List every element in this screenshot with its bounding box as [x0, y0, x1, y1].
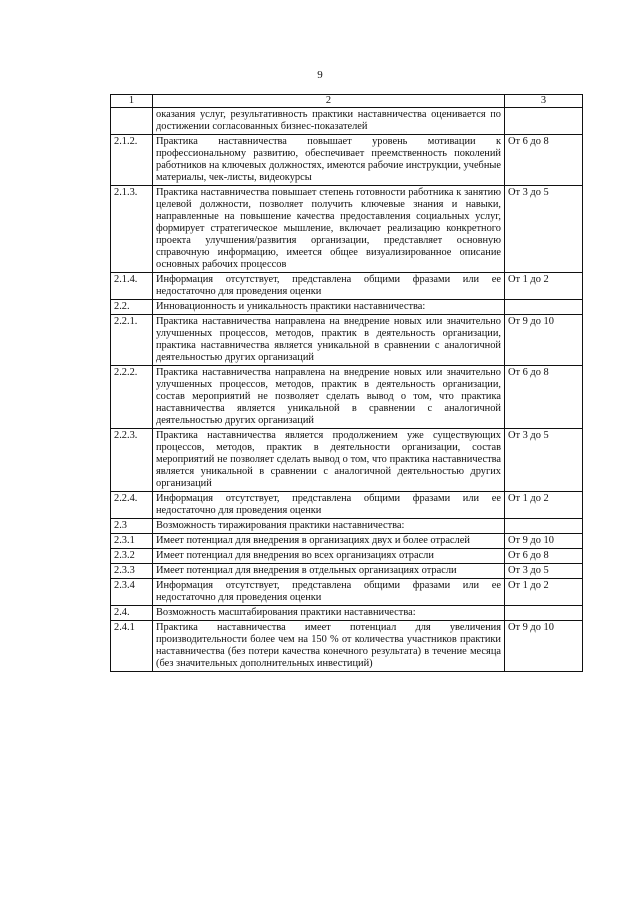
row-code: 2.3.1 [111, 534, 153, 549]
row-code: 2.3.2 [111, 549, 153, 564]
table-row [111, 579, 583, 606]
row-description: Имеет потенциал для внедрения в организациях двух и более отраслей [153, 534, 505, 549]
row-description: Информация отсутствует, представлена общими фразами или ее недостаточно для проведения оценки [153, 492, 505, 519]
header-cell-code: 1 [111, 95, 153, 108]
table-row [111, 108, 583, 135]
row-description: Практика наставничества является продолжением уже существующих процессов, методов, практик в деятельности организации, состав мероприятий не позволяет сделать вывод о том, что практика наставничества является уникальной в сравнении с аналогичной деятельностью других организаций [153, 429, 505, 492]
row-code [111, 108, 153, 135]
row-description: оказания услуг, результативность практики наставничества оценивается по достижении согласованных бизнес-показателей [153, 108, 505, 135]
row-description: Инновационность и уникальность практики наставничества: [153, 300, 505, 315]
table-row [111, 135, 583, 186]
row-description: Возможность тиражирования практики наставничества: [153, 519, 505, 534]
page-number: 9 [317, 69, 323, 81]
row-code: 2.1.2. [111, 135, 153, 186]
row-description: Практика наставничества имеет потенциал для увеличения производительности более чем на 150 % от количества участников практики наставничества (без потери качества конечного результата) в течение месяца (без значительных дополнительных инвестиций) [153, 621, 505, 672]
table-header-row [111, 95, 583, 108]
row-score [505, 108, 583, 135]
row-description: Практика наставничества направлена на внедрение новых или значительно улучшенных процессов, методов, практик в деятельность организации, состав мероприятий не позволяет сделать вывод о том, что практика наставничества является уникальной в сравнении с аналогичной деятельностью других организаций [153, 366, 505, 429]
row-description: Возможность масштабирования практики наставничества: [153, 606, 505, 621]
table-row [111, 621, 583, 672]
row-score: От 6 до 8 [505, 366, 583, 429]
row-code: 2.1.3. [111, 186, 153, 273]
row-score: От 6 до 8 [505, 549, 583, 564]
row-code: 2.2.3. [111, 429, 153, 492]
row-code: 2.2.2. [111, 366, 153, 429]
table-row [111, 366, 583, 429]
row-score: От 9 до 10 [505, 315, 583, 366]
row-score: От 1 до 2 [505, 273, 583, 300]
table-row [111, 186, 583, 273]
table-row [111, 492, 583, 519]
row-description: Практика наставничества повышает уровень мотивации к профессиональному развитию, обеспечивает преемственность поколений работников на ключевых должностях, имеются рабочие инструкции, учебные материалы, чек-листы, видеокурсы [153, 135, 505, 186]
table-row [111, 429, 583, 492]
table-row [111, 534, 583, 549]
table-row [111, 315, 583, 366]
table-row [111, 606, 583, 621]
row-score [505, 300, 583, 315]
row-code: 2.4.1 [111, 621, 153, 672]
row-code: 2.1.4. [111, 273, 153, 300]
header-cell-score: 3 [505, 95, 583, 108]
table-row [111, 519, 583, 534]
row-code: 2.2.1. [111, 315, 153, 366]
row-code: 2.3.3 [111, 564, 153, 579]
row-score: От 9 до 10 [505, 534, 583, 549]
row-score [505, 606, 583, 621]
row-score: От 1 до 2 [505, 492, 583, 519]
row-score: От 6 до 8 [505, 135, 583, 186]
header-cell-description: 2 [153, 95, 505, 108]
row-code: 2.2.4. [111, 492, 153, 519]
row-description: Практика наставничества направлена на внедрение новых или значительно улучшенных процессов, методов, практик в деятельность организации, практика наставничества является уникальной в сравнении с аналогичной деятельностью других организаций [153, 315, 505, 366]
table-row [111, 300, 583, 315]
row-code: 2.3.4 [111, 579, 153, 606]
row-description: Имеет потенциал для внедрения во всех организациях отрасли [153, 549, 505, 564]
table-row [111, 564, 583, 579]
criteria-table [110, 94, 583, 672]
row-description: Информация отсутствует, представлена общими фразами или ее недостаточно для проведения оценки [153, 579, 505, 606]
row-score: От 1 до 2 [505, 579, 583, 606]
row-score: От 3 до 5 [505, 186, 583, 273]
table-row [111, 273, 583, 300]
row-score [505, 519, 583, 534]
row-score: От 3 до 5 [505, 564, 583, 579]
row-score: От 3 до 5 [505, 429, 583, 492]
row-code: 2.4. [111, 606, 153, 621]
row-description: Информация отсутствует, представлена общими фразами или ее недостаточно для проведения оценки [153, 273, 505, 300]
table-row [111, 549, 583, 564]
row-code: 2.2. [111, 300, 153, 315]
row-description: Имеет потенциал для внедрения в отдельных организациях отрасли [153, 564, 505, 579]
row-description: Практика наставничества повышает степень готовности работника к занятию целевой должности, позволяет получить ключевые знания и навыки, направленные на повышение качества предоставления социальных услуг, формирует стратегическое мышление, включает реализацию конкретного проекта улучшения/развития организации, представляет основную справочную информацию, имеется общее визуализированное описание основных рабочих процессов [153, 186, 505, 273]
row-score: От 9 до 10 [505, 621, 583, 672]
row-code: 2.3 [111, 519, 153, 534]
